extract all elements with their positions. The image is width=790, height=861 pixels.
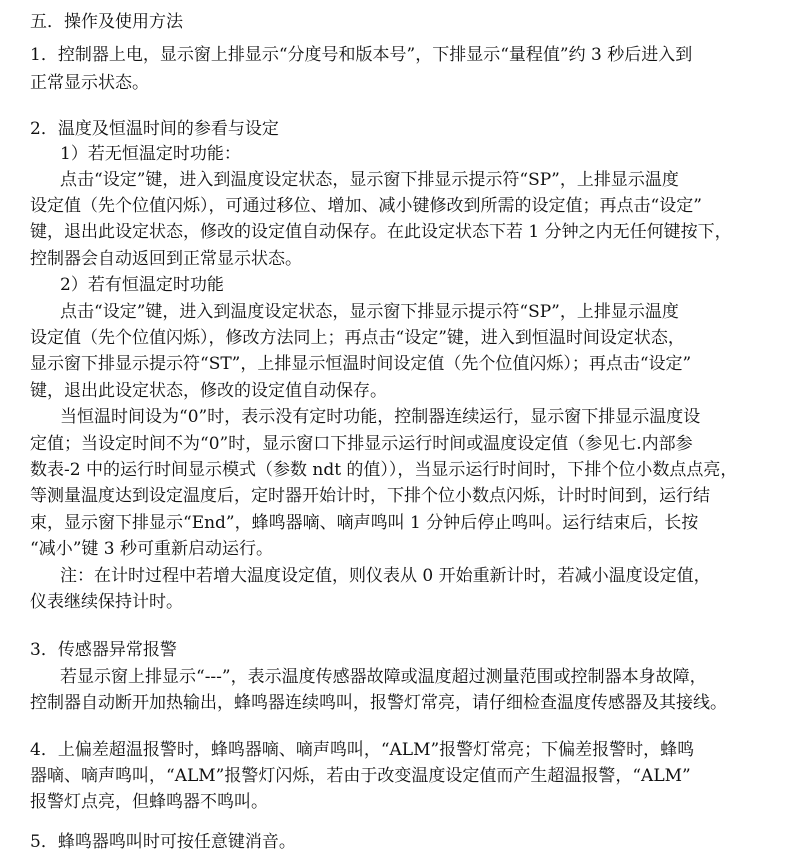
note-line: 仪表继续保持计时。 [30,592,183,612]
paragraph-line: 键，退出此设定状态，修改的设定值自动保存。在此设定状态下若 1 分钟之内无任何键按下， [30,222,732,242]
note-line: 注：在计时过程中若增大温度设定值，则仪表从 0 开始重新计时，若减小温度设定值， [60,566,711,586]
subitem-heading: 1）若无恒温定时功能： [60,144,241,164]
item-heading: 2．温度及恒温时间的参看与设定 [30,119,279,139]
subitem-heading: 2）若有恒温定时功能 [60,275,224,295]
paragraph-line: 报警灯点亮，但蜂鸣器不鸣叫。 [30,792,268,812]
paragraph-line: 定值；当设定时间不为“0”时，显示窗口下排显示运行时间或温度设定值（参见七.内部参 [30,434,693,454]
paragraph-line: 键，退出此设定状态，修改的设定值自动保存。 [30,381,387,401]
paragraph-line: 当恒温时间设为“0”时，表示没有定时功能，控制器连续运行，显示窗下排显示温度设 [60,407,701,427]
paragraph-line: 显示窗下排显示提示符“ST”，上排显示恒温时间设定值（先个位值闪烁）；再点击“设定” [30,354,692,374]
paragraph-line: 器嘀、嘀声鸣叫，“ALM”报警灯闪烁，若由于改变温度设定值而产生超温报警，“ALM” [30,766,691,786]
paragraph-line: 数表-2 中的运行时间显示模式（参数 ndt 的值）），当显示运行时间时，下排个位小数点点亮， [30,460,738,480]
item-heading: 4．上偏差超温报警时，蜂鸣器嘀、嘀声鸣叫，“ALM”报警灯常亮；下偏差报警时，蜂鸣 [30,740,695,760]
paragraph-line: 1．控制器上电，显示窗上排显示“分度号和版本号”，下排显示“量程值”约 3 秒后进入到 [30,45,693,65]
paragraph-line: 正常显示状态。 [30,73,149,93]
paragraph-line: 控制器会自动返回到正常显示状态。 [30,249,302,269]
paragraph-line: 等测量温度达到设定温度后，定时器开始计时，下排个位小数点闪烁，计时时间到，运行结 [30,486,710,506]
item-heading: 3．传感器异常报警 [30,640,177,660]
paragraph-line: 控制器自动断开加热输出，蜂鸣器连续鸣叫，报警灯常亮，请仔细检查温度传感器及其接线。 [30,693,727,713]
paragraph-line: “减小”键 3 秒可重新启动运行。 [30,539,274,559]
paragraph-line: 设定值（先个位值闪烁），可通过移位、增加、减小键修改到所需的设定值；再点击“设定” [30,196,702,216]
paragraph-line: 束，显示窗下排显示“End”，蜂鸣器嘀、嘀声鸣叫 1 分钟后停止鸣叫。运行结束后，长按 [30,513,699,533]
paragraph-line: 点击“设定”键，进入到温度设定状态，显示窗下排显示提示符“SP”，上排显示温度 [60,170,679,190]
section-heading: 五．操作及使用方法 [30,12,183,32]
paragraph-line: 若显示窗上排显示“---”，表示温度传感器故障或温度超过测量范围或控制器本身故障， [60,667,707,687]
item-heading: 5．蜂鸣器鸣叫时可按任意键消音。 [30,832,296,852]
paragraph-line: 设定值（先个位值闪烁），修改方法同上；再点击“设定”键，进入到恒温时间设定状态， [30,328,685,348]
paragraph-line: 点击“设定”键，进入到温度设定状态，显示窗下排显示提示符“SP”，上排显示温度 [60,302,679,322]
